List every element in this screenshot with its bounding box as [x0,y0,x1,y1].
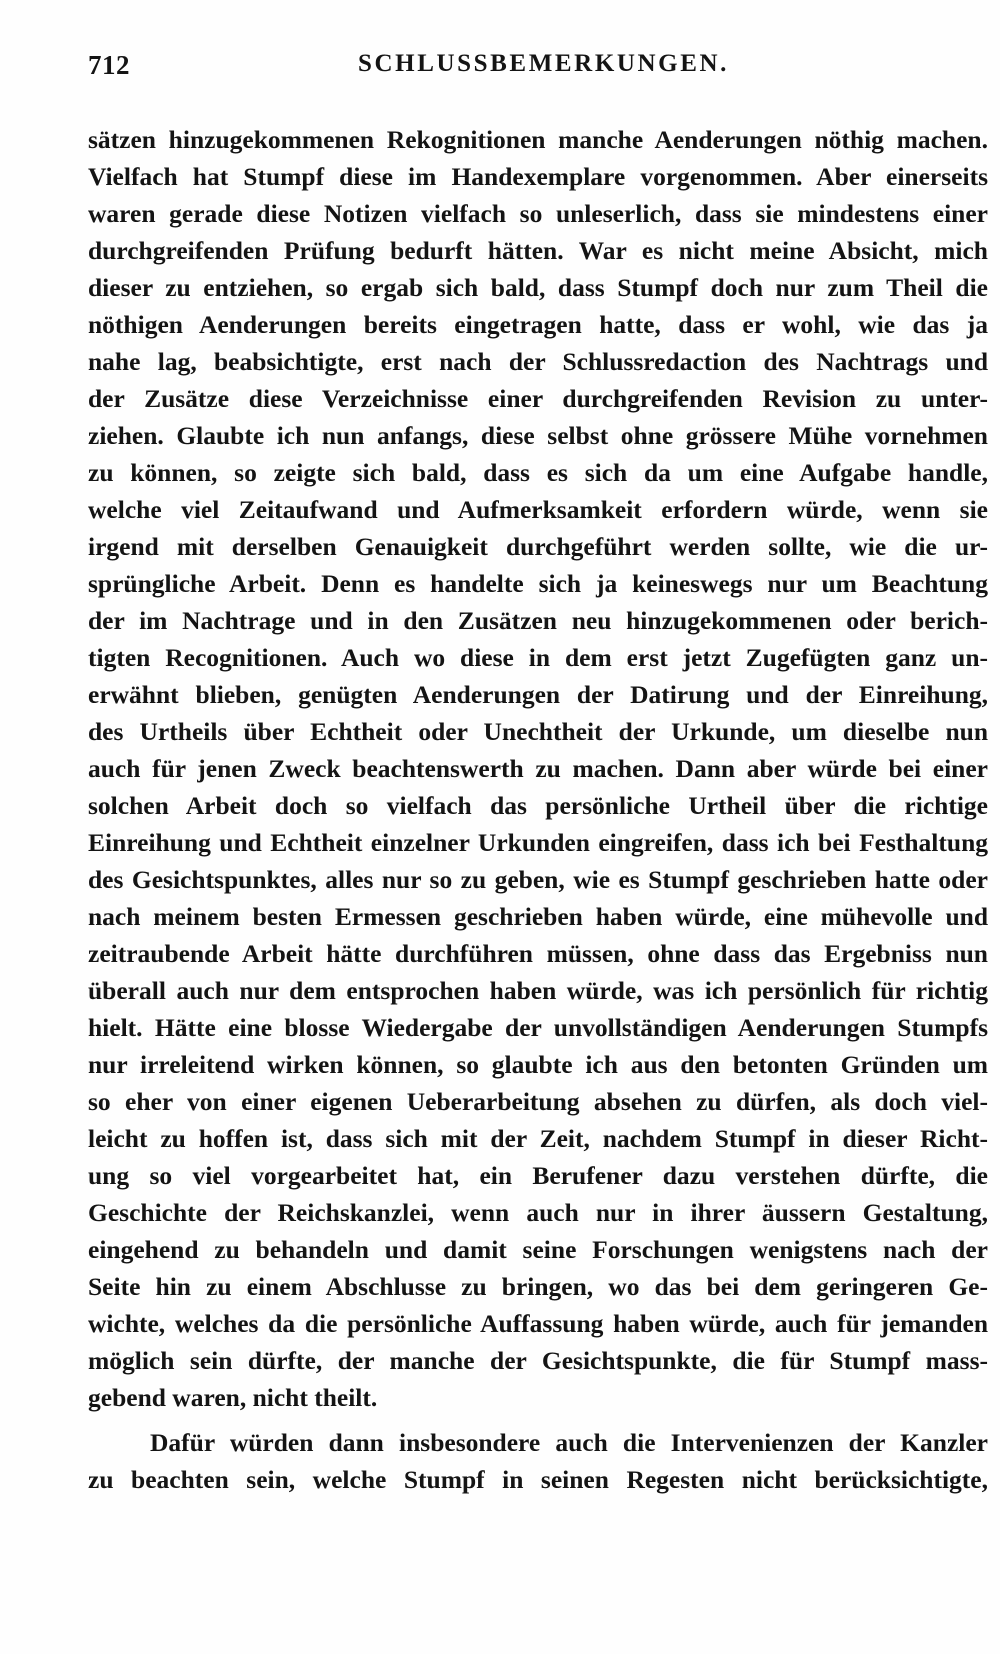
text-line: eingehend zu behandeln und damit seine Forschungen wenigstens nach der [88,1235,988,1264]
text-line: des Urtheils über Echtheit oder Unechtheit der Urkunde, um dieselbe nun [88,717,988,746]
text-line: sätzen hinzugekommenen Rekognitionen manche Aenderungen nöthig machen. [88,125,988,154]
text-line: dieser zu entziehen, so ergab sich bald, dass Stumpf doch nur zum Theil die [88,273,988,302]
text-line: durchgreifenden Prüfung bedurft hätten. War es nicht meine Absicht, mich [88,236,988,265]
text-line: zu können, so zeigte sich bald, dass es sich da um eine Aufgabe handle, [88,458,988,487]
text-line: Einreihung und Echtheit einzelner Urkunden eingreifen, dass ich bei Festhaltung [88,828,988,857]
text-line: zu beachten sein, welche Stumpf in seinen Regesten nicht berücksichtigte, [88,1465,988,1494]
text-line: waren gerade diese Notizen vielfach so unleserlich, dass sie mindestens einer [88,199,988,228]
text-line: so eher von einer eigenen Ueberarbeitung absehen zu dürfen, als doch viel- [88,1087,988,1116]
text-line: solchen Arbeit doch so vielfach das persönliche Urtheil über die richtige [88,791,988,820]
text-line: auch für jenen Zweck beachtenswerth zu machen. Dann aber würde bei einer [88,754,988,783]
text-line: Geschichte der Reichskanzlei, wenn auch nur in ihrer äussern Gestaltung, [88,1198,988,1227]
page-number: 712 [88,50,130,80]
text-line: möglich sein dürfte, der manche der Gesichtspunkte, die für Stumpf mass- [88,1346,988,1375]
page-header [88,50,988,86]
text-line: ziehen. Glaubte ich nun anfangs, diese selbst ohne grössere Mühe vornehmen [88,421,988,450]
text-line: zeitraubende Arbeit hätte durchführen müssen, ohne dass das Ergebniss nun [88,939,988,968]
text-line: nur irreleitend wirken können, so glaubte ich aus den betonten Gründen um [88,1050,988,1079]
text-line: nach meinem besten Ermessen geschrieben haben würde, eine mühevolle und [88,902,988,931]
text-line: welche viel Zeitaufwand und Aufmerksamkeit erfordern würde, wenn sie [88,495,988,524]
text-line: wichte, welches da die persönliche Auffassung haben würde, auch für jemanden [88,1309,988,1338]
text-line: nöthigen Aenderungen bereits eingetragen hatte, dass er wohl, wie das ja [88,310,988,339]
text-line: erwähnt blieben, genügten Aenderungen der Datirung und der Einreihung, [88,680,988,709]
running-head: SCHLUSSBEMERKUNGEN. [358,50,729,77]
text-line: Dafür würden dann insbesondere auch die Intervenienzen der Kanzler [150,1428,988,1457]
text-line: der im Nachtrage und in den Zusätzen neu hinzugekommenen oder berich- [88,606,988,635]
text-line: überall auch nur dem entsprochen haben würde, was ich persönlich für richtig [88,976,988,1005]
text-line: Seite hin zu einem Abschlusse zu bringen, wo das bei dem geringeren Ge- [88,1272,988,1301]
text-line: sprüngliche Arbeit. Denn es handelte sich ja keineswegs nur um Beachtung [88,569,988,598]
text-line: Vielfach hat Stumpf diese im Handexemplare vorgenommen. Aber einerseits [88,162,988,191]
text-line: tigten Recognitionen. Auch wo diese in dem erst jetzt Zugefügten ganz un- [88,643,988,672]
text-line: der Zusätze diese Verzeichnisse einer durchgreifenden Revision zu unter- [88,384,988,413]
text-line: nahe lag, beabsichtigte, erst nach der Schlussredaction des Nachtrags und [88,347,988,376]
text-line: hielt. Hätte eine blosse Wiedergabe der unvollständigen Aenderungen Stumpfs [88,1013,988,1042]
text-line: ung so viel vorgearbeitet hat, ein Berufener dazu verstehen dürfte, die [88,1161,988,1190]
body-text [88,121,988,1498]
text-line: irgend mit derselben Genauigkeit durchgeführt werden sollte, wie die ur- [88,532,988,561]
paragraph-2 [88,1424,988,1498]
text-line: gebend waren, nicht theilt. [88,1383,378,1412]
paragraph-1 [88,121,988,1416]
text-line: leicht zu hoffen ist, dass sich mit der Zeit, nachdem Stumpf in dieser Richt- [88,1124,988,1153]
text-line: des Gesichtspunktes, alles nur so zu geben, wie es Stumpf geschrieben hatte oder [88,865,988,894]
